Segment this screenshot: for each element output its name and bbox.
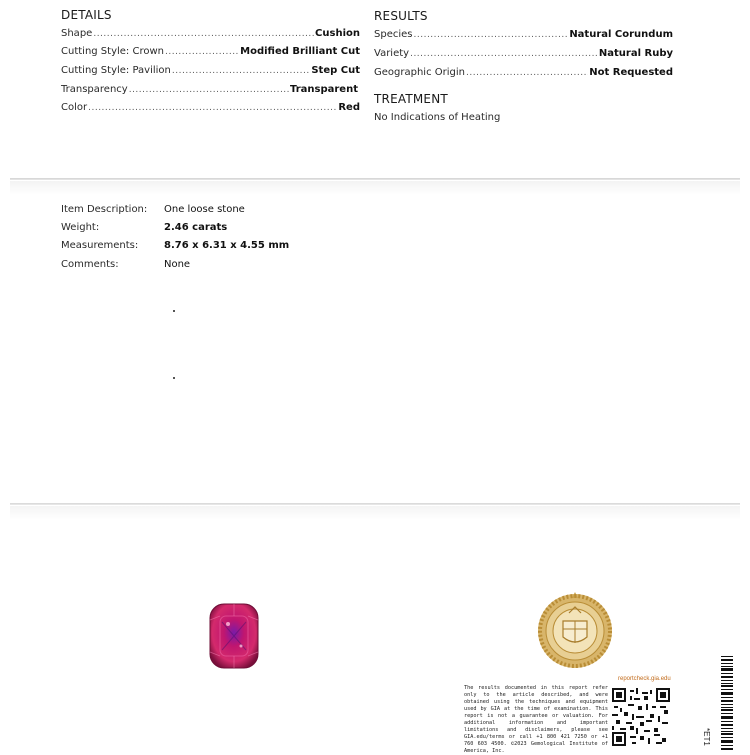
treatment-text: No Indications of Heating — [374, 112, 501, 123]
measurements-label: Measurements: — [61, 240, 139, 251]
dot-leader — [165, 47, 239, 57]
result-value: Natural Ruby — [598, 48, 673, 59]
detail-value: Modified Brilliant Cut — [240, 46, 360, 57]
dot-leader — [466, 68, 588, 78]
weight-value: 2.46 carats — [164, 222, 228, 233]
detail-value: Transparent — [290, 84, 358, 95]
detail-label: Cutting Style: Crown — [61, 46, 164, 57]
gia-seal-icon — [536, 592, 614, 670]
result-label: Variety — [374, 48, 410, 59]
weight-label: Weight: — [61, 222, 100, 233]
result-value: Not Requested — [589, 67, 673, 78]
detail-label: Color — [61, 102, 88, 113]
results-row-origin — [374, 67, 673, 78]
item-description-label: Item Description: — [61, 204, 148, 215]
dot-leader — [414, 30, 569, 40]
dot-leader — [410, 49, 598, 59]
report-check-url[interactable]: reportcheck.gia.edu — [618, 676, 671, 682]
measurements-value: 8.76 x 6.31 x 4.55 mm — [164, 240, 290, 251]
dot-leader — [172, 66, 310, 76]
results-heading: RESULTS — [374, 9, 428, 23]
detail-value: Cushion — [315, 28, 360, 39]
dot-leader — [129, 85, 289, 95]
comments-value: None — [164, 259, 191, 270]
paper-speck — [173, 310, 175, 312]
details-row-crown — [61, 46, 360, 57]
disclaimer-text: The results documented in this report refer only to the article described, and were obtained using the techniques and equipment used by GIA at the time of examination. This report is not a guarantee or valuation. For additional information and important limitations and disclaimers, please see GIA.edu/terms or call +1 800 421 7250 or +1 760 603 4500. ©2023 Gemological Institute of America, Inc. — [464, 685, 608, 754]
details-heading: DETAILS — [61, 8, 112, 22]
side-code: *ET1 — [702, 728, 711, 746]
barcode-icon — [721, 656, 733, 750]
result-label: Geographic Origin — [374, 67, 465, 78]
dot-leader — [93, 29, 314, 39]
details-row-transparency — [61, 84, 358, 95]
section-divider — [10, 503, 740, 505]
detail-label: Cutting Style: Pavilion — [61, 65, 171, 76]
treatment-heading: TREATMENT — [374, 92, 448, 106]
detail-label: Shape — [61, 28, 93, 39]
item-description-value: One loose stone — [164, 204, 245, 215]
result-label: Species — [374, 29, 413, 40]
divider-shadow — [10, 181, 740, 195]
dot-leader — [88, 103, 337, 113]
results-row-species — [374, 29, 673, 40]
details-row-color — [61, 102, 360, 113]
detail-label: Transparency — [61, 84, 128, 95]
comments-label: Comments: — [61, 259, 119, 270]
divider-shadow — [10, 506, 740, 520]
result-value: Natural Corundum — [569, 29, 673, 40]
section-divider — [10, 178, 740, 180]
qr-code-icon[interactable] — [612, 688, 670, 746]
paper-speck — [173, 377, 175, 379]
ruby-photo — [208, 602, 260, 670]
results-row-variety — [374, 48, 673, 59]
details-row-shape — [61, 28, 360, 39]
details-row-pavilion — [61, 65, 360, 76]
detail-value: Red — [338, 102, 360, 113]
detail-value: Step Cut — [311, 65, 360, 76]
